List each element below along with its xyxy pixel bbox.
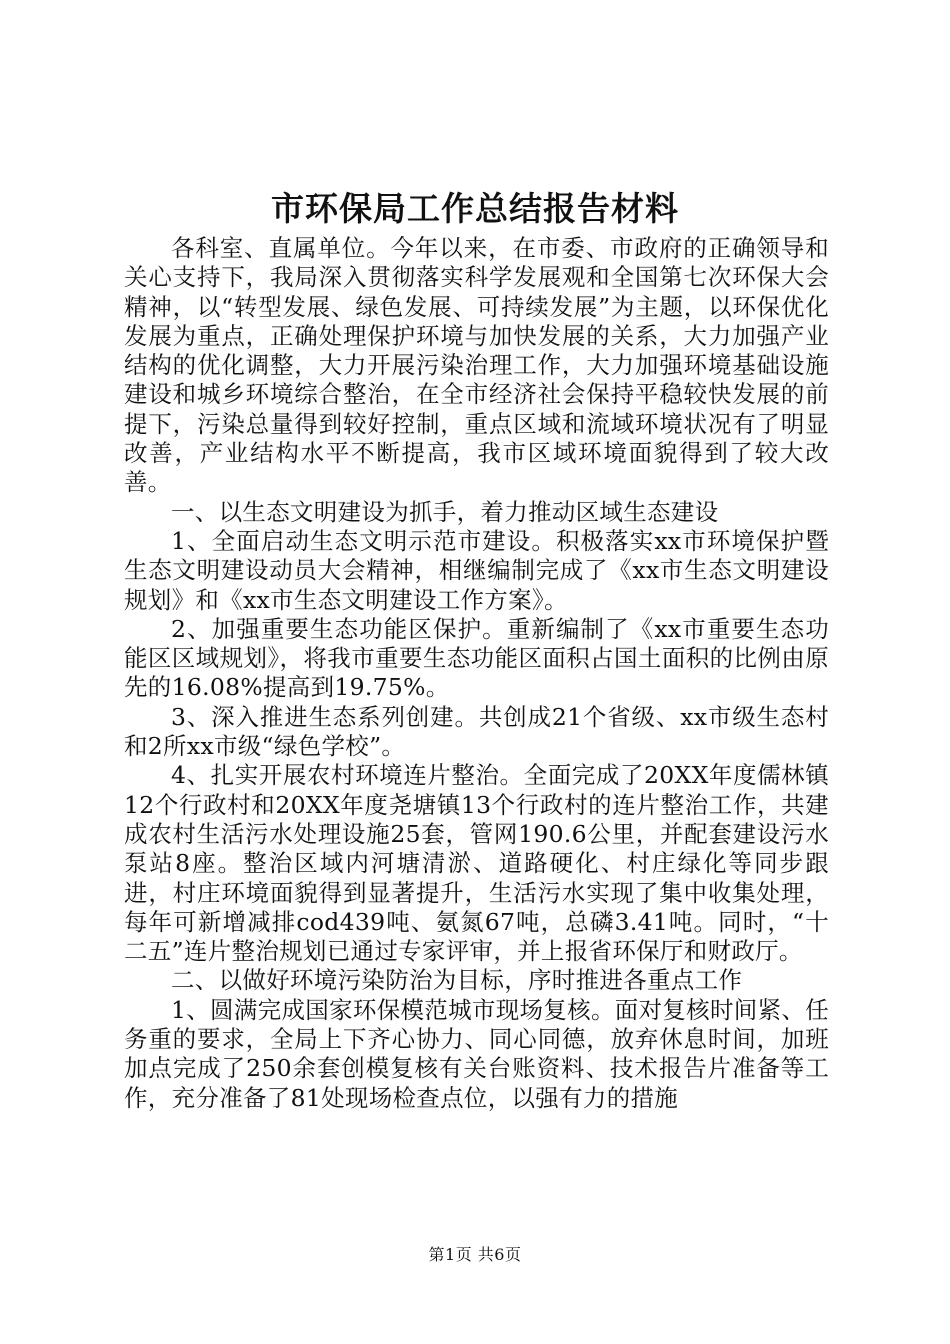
document-body: [124, 234, 829, 1113]
paragraph-1-3: 3、深入推进生态系列创建。共创成21个省级、xx市级生态村和2所xx市级“绿色学校”。: [124, 702, 829, 761]
section-heading-2: 二、以做好环境污染防治为目标，序时推进各重点工作: [171, 966, 743, 995]
paragraph-1-2: 2、加强重要生态功能区保护。重新编制了《xx市重要生态功能区区域规划》，将我市重要生态功能区面积占国土面积的比例由原先的16.08%提高到19.75%。: [124, 614, 829, 702]
section-heading-1: 一、以生态文明建设为抓手，着力推动区域生态建设: [171, 497, 719, 526]
paragraph-2-1: 1、圆满完成国家环保模范城市现场复核。面对复核时间紧、任务重的要求，全局上下齐心协力、同心同德，放弃休息时间，加班加点完成了250余套创模复核有关台账资料、技术报告片准备等工作，充分准备了81处现场检查点位，以强有力的措施: [124, 995, 829, 1112]
document-title: 市环保局工作总结报告材料: [271, 189, 679, 228]
intro-paragraph: 各科室、直属单位。今年以来，在市委、市政府的正确领导和关心支持下，我局深入贯彻落实科学发展观和全国第七次环保大会精神，以“转型发展、绿色发展、可持续发展”为主题，以环保优化发展为重点，正确处理保护环境与加快发展的关系，大力加强产业结构的优化调整，大力开展污染治理工作，大力加强环境基础设施建设和城乡环境综合整治，在全市经济社会保持平稳较快发展的前提下，污染总量得到较好控制，重点区域和流域环境状况有了明显改善，产业结构水平不断提高，我市区域环境面貌得到了较大改善。: [124, 234, 829, 497]
page-footer: 第1页 共6页: [428, 1245, 522, 1264]
paragraph-1-1: 1、全面启动生态文明示范市建设。积极落实xx市环境保护暨生态文明建设动员大会精神，相继编制完成了《xx市生态文明建设规划》和《xx市生态文明建设工作方案》。: [124, 526, 829, 614]
paragraph-1-4: 4、扎实开展农村环境连片整治。全面完成了20XX年度儒林镇12个行政村和20XX年度尧塘镇13个行政村的连片整治工作，共建成农村生活污水处理设施25套，管网190.6公里，并配套建设污水泵站8座。整治区域内河塘清淤、道路硬化、村庄绿化等同步跟进，村庄环境面貌得到显著提升，生活污水实现了集中收集处理，每年可新增减排cod439吨、氨氮67吨，总磷3.41吨。同时，“十二五”连片整治规划已通过专家评审，并上报省环保厅和财政厅。: [124, 761, 829, 966]
